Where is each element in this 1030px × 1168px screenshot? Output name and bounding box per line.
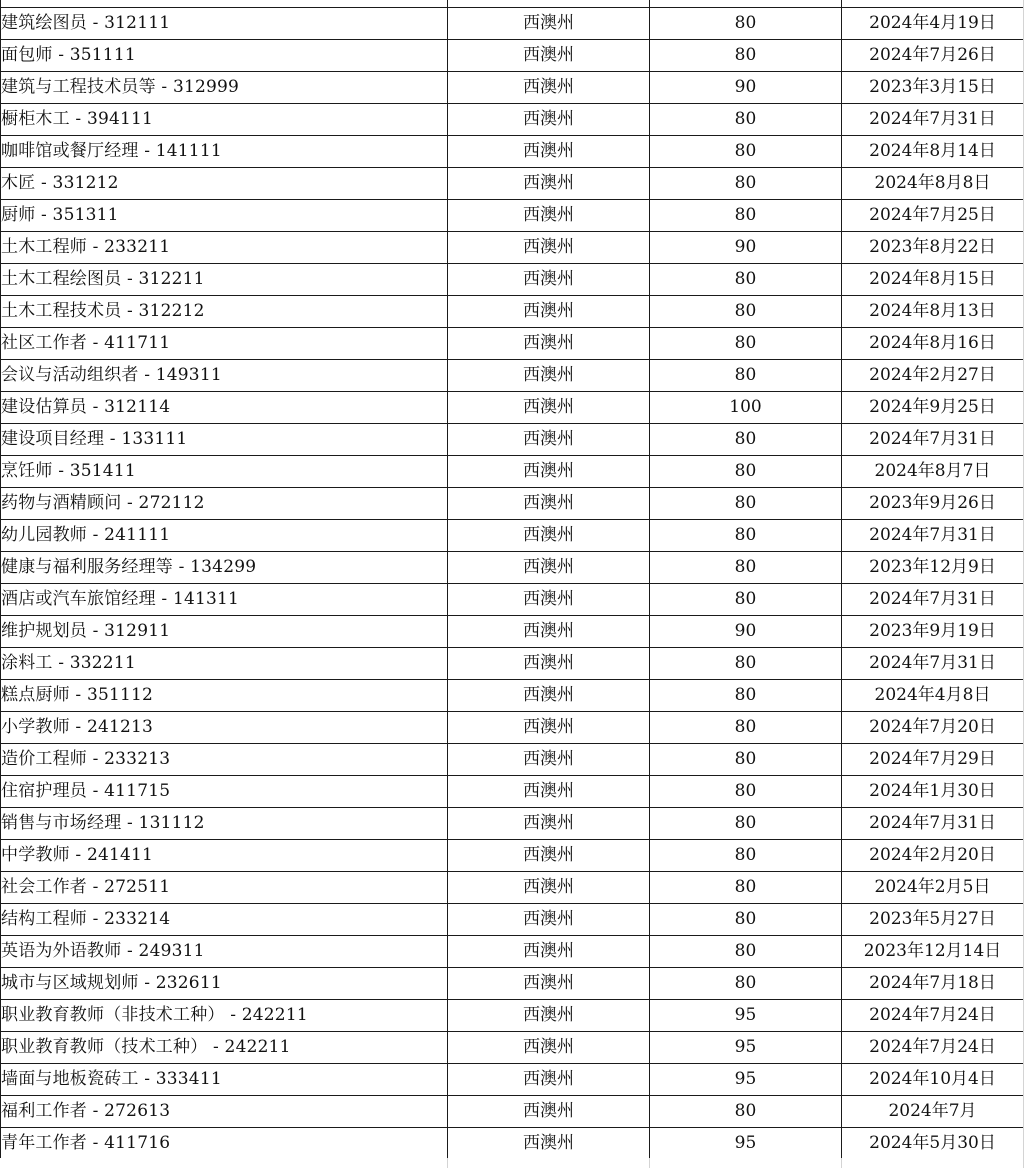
header-occupation-cell[interactable] <box>1 0 448 8</box>
state-cell[interactable]: 西澳州 <box>448 136 650 168</box>
table-row <box>1 680 1024 712</box>
table-row <box>1 1032 1024 1064</box>
table-row <box>1 904 1024 936</box>
invitation-date-cell[interactable]: 2024年7月20日 <box>842 712 1024 744</box>
table-row <box>1 168 1024 200</box>
occupation-cell[interactable]: 木匠 - 331212 <box>1 168 448 200</box>
occupation-cell[interactable]: 土木工程师 - 233211 <box>1 232 448 264</box>
right-gridline <box>1023 0 1030 1168</box>
state-cell[interactable]: 西澳州 <box>448 520 650 552</box>
table-row <box>1 776 1024 808</box>
state-cell[interactable]: 西澳州 <box>448 840 650 872</box>
table-row <box>1 488 1024 520</box>
occupation-cell[interactable]: 幼儿园教师 - 241111 <box>1 520 448 552</box>
table-row <box>1 456 1024 488</box>
score-cell[interactable]: 95 <box>650 1032 842 1064</box>
table-row <box>1 392 1024 424</box>
score-cell[interactable]: 80 <box>650 136 842 168</box>
score-cell[interactable]: 80 <box>650 744 842 776</box>
invitation-date-cell[interactable]: 2024年1月30日 <box>842 776 1024 808</box>
table-row <box>1 296 1024 328</box>
state-cell[interactable]: 西澳州 <box>448 584 650 616</box>
score-cell[interactable]: 80 <box>650 424 842 456</box>
state-cell[interactable]: 西澳州 <box>448 104 650 136</box>
table-row <box>1 136 1024 168</box>
table-row <box>1 584 1024 616</box>
table-row <box>1 968 1024 1000</box>
occupation-cell[interactable]: 英语为外语教师 - 249311 <box>1 936 448 968</box>
state-cell[interactable]: 西澳州 <box>448 744 650 776</box>
occupation-cell[interactable]: 城市与区域规划师 - 232611 <box>1 968 448 1000</box>
table-row <box>1 648 1024 680</box>
score-cell[interactable]: 80 <box>650 456 842 488</box>
occupation-cell[interactable]: 橱柜木工 - 394111 <box>1 104 448 136</box>
state-cell[interactable]: 西澳州 <box>448 616 650 648</box>
table-row <box>1 744 1024 776</box>
occupation-cell[interactable]: 社区工作者 - 411711 <box>1 328 448 360</box>
invitation-date-cell[interactable]: 2024年7月24日 <box>842 1000 1024 1032</box>
state-cell[interactable]: 西澳州 <box>448 968 650 1000</box>
occupation-cell[interactable]: 建筑绘图员 - 312111 <box>1 8 448 40</box>
score-cell[interactable]: 80 <box>650 840 842 872</box>
state-cell[interactable]: 西澳州 <box>448 296 650 328</box>
invitation-date-cell[interactable]: 2024年8月14日 <box>842 136 1024 168</box>
occupation-cell[interactable]: 住宿护理员 - 411715 <box>1 776 448 808</box>
invitation-date-cell[interactable]: 2024年2月27日 <box>842 360 1024 392</box>
score-cell[interactable]: 80 <box>650 168 842 200</box>
table-row <box>1 104 1024 136</box>
invitation-date-cell[interactable]: 2024年5月30日 <box>842 1128 1024 1160</box>
occupation-cell[interactable]: 青年工作者 - 411716 <box>1 1128 448 1160</box>
invitation-date-cell[interactable]: 2024年8月16日 <box>842 328 1024 360</box>
table-row <box>1 808 1024 840</box>
score-cell[interactable]: 95 <box>650 1000 842 1032</box>
occupation-cell[interactable]: 销售与市场经理 - 131112 <box>1 808 448 840</box>
table-body <box>1 0 1024 1160</box>
state-cell[interactable]: 西澳州 <box>448 776 650 808</box>
invitation-date-cell[interactable]: 2024年7月25日 <box>842 200 1024 232</box>
invitation-date-cell[interactable]: 2023年12月9日 <box>842 552 1024 584</box>
state-cell[interactable]: 西澳州 <box>448 1064 650 1096</box>
state-cell[interactable]: 西澳州 <box>448 712 650 744</box>
table-row <box>1 232 1024 264</box>
occupation-cell[interactable]: 糕点厨师 - 351112 <box>1 680 448 712</box>
table-row <box>1 1000 1024 1032</box>
occupation-cell[interactable]: 小学教师 - 241213 <box>1 712 448 744</box>
state-cell[interactable]: 西澳州 <box>448 360 650 392</box>
invitation-date-cell[interactable]: 2024年7月 <box>842 1096 1024 1128</box>
invitation-date-cell[interactable]: 2023年8月22日 <box>842 232 1024 264</box>
invitation-date-cell[interactable]: 2024年7月26日 <box>842 40 1024 72</box>
score-cell[interactable]: 80 <box>650 904 842 936</box>
invitation-date-cell[interactable]: 2024年8月15日 <box>842 264 1024 296</box>
table-row <box>1 520 1024 552</box>
occupation-cell[interactable]: 维护规划员 - 312911 <box>1 616 448 648</box>
invitation-date-cell[interactable]: 2023年9月26日 <box>842 488 1024 520</box>
score-cell[interactable]: 80 <box>650 872 842 904</box>
invitation-date-cell[interactable]: 2024年7月31日 <box>842 104 1024 136</box>
score-cell[interactable]: 80 <box>650 520 842 552</box>
occupation-cell[interactable]: 土木工程绘图员 - 312211 <box>1 264 448 296</box>
gridline <box>1023 1158 1024 1168</box>
score-cell[interactable]: 80 <box>650 936 842 968</box>
state-cell[interactable]: 西澳州 <box>448 1032 650 1064</box>
occupation-cell[interactable]: 会议与活动组织者 - 149311 <box>1 360 448 392</box>
state-cell[interactable]: 西澳州 <box>448 264 650 296</box>
table-row <box>1 360 1024 392</box>
state-cell[interactable]: 西澳州 <box>448 168 650 200</box>
state-cell[interactable]: 西澳州 <box>448 328 650 360</box>
occupation-cell[interactable]: 墙面与地板瓷砖工 - 333411 <box>1 1064 448 1096</box>
occupation-cell[interactable]: 结构工程师 - 233214 <box>1 904 448 936</box>
state-cell[interactable]: 西澳州 <box>448 552 650 584</box>
score-cell[interactable]: 80 <box>650 360 842 392</box>
occupation-cell[interactable]: 职业教育教师（非技术工种） - 242211 <box>1 1000 448 1032</box>
gridline <box>447 1158 448 1168</box>
state-cell[interactable]: 西澳州 <box>448 648 650 680</box>
state-cell[interactable]: 西澳州 <box>448 456 650 488</box>
table-row <box>1 872 1024 904</box>
invitation-date-cell[interactable]: 2023年9月19日 <box>842 616 1024 648</box>
invitation-date-cell[interactable]: 2024年4月8日 <box>842 680 1024 712</box>
score-cell[interactable]: 80 <box>650 808 842 840</box>
occupation-cell[interactable]: 建筑与工程技术员等 - 312999 <box>1 72 448 104</box>
table-row <box>1 72 1024 104</box>
invitation-date-cell[interactable]: 2024年7月29日 <box>842 744 1024 776</box>
occupation-cell[interactable]: 厨师 - 351311 <box>1 200 448 232</box>
state-cell[interactable]: 西澳州 <box>448 200 650 232</box>
score-cell[interactable]: 80 <box>650 200 842 232</box>
occupation-cell[interactable]: 土木工程技术员 - 312212 <box>1 296 448 328</box>
invitation-date-cell[interactable]: 2023年3月15日 <box>842 72 1024 104</box>
score-cell[interactable]: 100 <box>650 392 842 424</box>
invitation-date-cell[interactable]: 2024年8月7日 <box>842 456 1024 488</box>
table-row <box>1 8 1024 40</box>
score-cell[interactable]: 80 <box>650 104 842 136</box>
score-cell[interactable]: 80 <box>650 968 842 1000</box>
state-cell[interactable]: 西澳州 <box>448 8 650 40</box>
bottom-empty-row <box>0 1158 1030 1168</box>
score-cell[interactable]: 80 <box>650 328 842 360</box>
occupation-cell[interactable]: 咖啡馆或餐厅经理 - 141111 <box>1 136 448 168</box>
gridline <box>649 1158 650 1168</box>
score-cell[interactable]: 80 <box>650 776 842 808</box>
state-cell[interactable]: 西澳州 <box>448 232 650 264</box>
table-row <box>1 1128 1024 1160</box>
table-row <box>1 1096 1024 1128</box>
table-row <box>1 712 1024 744</box>
occupation-cell[interactable]: 烹饪师 - 351411 <box>1 456 448 488</box>
occupation-cell[interactable]: 建设项目经理 - 133111 <box>1 424 448 456</box>
invitation-date-cell[interactable]: 2024年7月31日 <box>842 520 1024 552</box>
table-row <box>1 840 1024 872</box>
invitation-date-cell[interactable]: 2024年10月4日 <box>842 1064 1024 1096</box>
state-cell[interactable]: 西澳州 <box>448 936 650 968</box>
table-row <box>1 936 1024 968</box>
table-row-partial-header <box>1 0 1024 8</box>
score-cell[interactable]: 80 <box>650 296 842 328</box>
invitation-date-cell[interactable]: 2024年7月31日 <box>842 584 1024 616</box>
table-row <box>1 200 1024 232</box>
invitation-date-cell[interactable]: 2023年5月27日 <box>842 904 1024 936</box>
table-row <box>1 424 1024 456</box>
score-cell[interactable]: 80 <box>650 8 842 40</box>
score-cell[interactable]: 80 <box>650 40 842 72</box>
invitation-date-cell[interactable]: 2024年7月18日 <box>842 968 1024 1000</box>
occupation-cell[interactable]: 健康与福利服务经理等 - 134299 <box>1 552 448 584</box>
score-cell[interactable]: 80 <box>650 680 842 712</box>
occupation-cell[interactable]: 药物与酒精顾问 - 272112 <box>1 488 448 520</box>
table-row <box>1 264 1024 296</box>
score-cell[interactable]: 80 <box>650 584 842 616</box>
occupation-cell[interactable]: 酒店或汽车旅馆经理 - 141311 <box>1 584 448 616</box>
invitation-date-cell[interactable]: 2024年2月20日 <box>842 840 1024 872</box>
invitation-date-cell[interactable]: 2024年4月19日 <box>842 8 1024 40</box>
invitation-date-cell[interactable]: 2024年7月31日 <box>842 424 1024 456</box>
score-cell[interactable]: 80 <box>650 488 842 520</box>
header-state-cell[interactable] <box>448 0 650 8</box>
invitation-date-cell[interactable]: 2024年8月13日 <box>842 296 1024 328</box>
table-row <box>1 616 1024 648</box>
occupation-cell[interactable]: 建设估算员 - 312114 <box>1 392 448 424</box>
state-cell[interactable]: 西澳州 <box>448 1128 650 1160</box>
score-cell[interactable]: 80 <box>650 1096 842 1128</box>
table-row <box>1 328 1024 360</box>
invitation-date-cell[interactable]: 2024年8月8日 <box>842 168 1024 200</box>
table-row <box>1 40 1024 72</box>
occupation-cell[interactable]: 中学教师 - 241411 <box>1 840 448 872</box>
state-cell[interactable]: 西澳州 <box>448 424 650 456</box>
table-row <box>1 552 1024 584</box>
invitation-date-cell[interactable]: 2024年2月5日 <box>842 872 1024 904</box>
header-score-cell[interactable] <box>650 0 842 8</box>
occupation-cell[interactable]: 涂料工 - 332211 <box>1 648 448 680</box>
state-cell[interactable]: 西澳州 <box>448 808 650 840</box>
state-cell[interactable]: 西澳州 <box>448 488 650 520</box>
gridline <box>841 1158 842 1168</box>
table-row <box>1 1064 1024 1096</box>
invitation-date-cell[interactable]: 2024年9月25日 <box>842 392 1024 424</box>
occupation-cell[interactable]: 职业教育教师（技术工种） - 242211 <box>1 1032 448 1064</box>
score-cell[interactable]: 80 <box>650 264 842 296</box>
occupation-cell[interactable]: 福利工作者 - 272613 <box>1 1096 448 1128</box>
score-cell[interactable]: 80 <box>650 712 842 744</box>
state-cell[interactable]: 西澳州 <box>448 1000 650 1032</box>
invitation-date-cell[interactable]: 2023年12月14日 <box>842 936 1024 968</box>
occupation-cell[interactable]: 社会工作者 - 272511 <box>1 872 448 904</box>
invitation-date-cell[interactable]: 2024年7月31日 <box>842 808 1024 840</box>
state-cell[interactable]: 西澳州 <box>448 680 650 712</box>
state-cell[interactable]: 西澳州 <box>448 72 650 104</box>
state-cell[interactable]: 西澳州 <box>448 904 650 936</box>
invitation-date-cell[interactable]: 2024年7月24日 <box>842 1032 1024 1064</box>
state-cell[interactable]: 西澳州 <box>448 40 650 72</box>
occupation-cell[interactable]: 造价工程师 - 233213 <box>1 744 448 776</box>
score-cell[interactable]: 90 <box>650 616 842 648</box>
state-cell[interactable]: 西澳州 <box>448 392 650 424</box>
score-cell[interactable]: 95 <box>650 1128 842 1160</box>
score-cell[interactable]: 80 <box>650 648 842 680</box>
state-cell[interactable]: 西澳州 <box>448 872 650 904</box>
occupation-cell[interactable]: 面包师 - 351111 <box>1 40 448 72</box>
header-date-cell[interactable] <box>842 0 1024 8</box>
score-cell[interactable]: 90 <box>650 72 842 104</box>
score-cell[interactable]: 95 <box>650 1064 842 1096</box>
state-cell[interactable]: 西澳州 <box>448 1096 650 1128</box>
invitation-date-cell[interactable]: 2024年7月31日 <box>842 648 1024 680</box>
score-cell[interactable]: 80 <box>650 552 842 584</box>
score-cell[interactable]: 90 <box>650 232 842 264</box>
